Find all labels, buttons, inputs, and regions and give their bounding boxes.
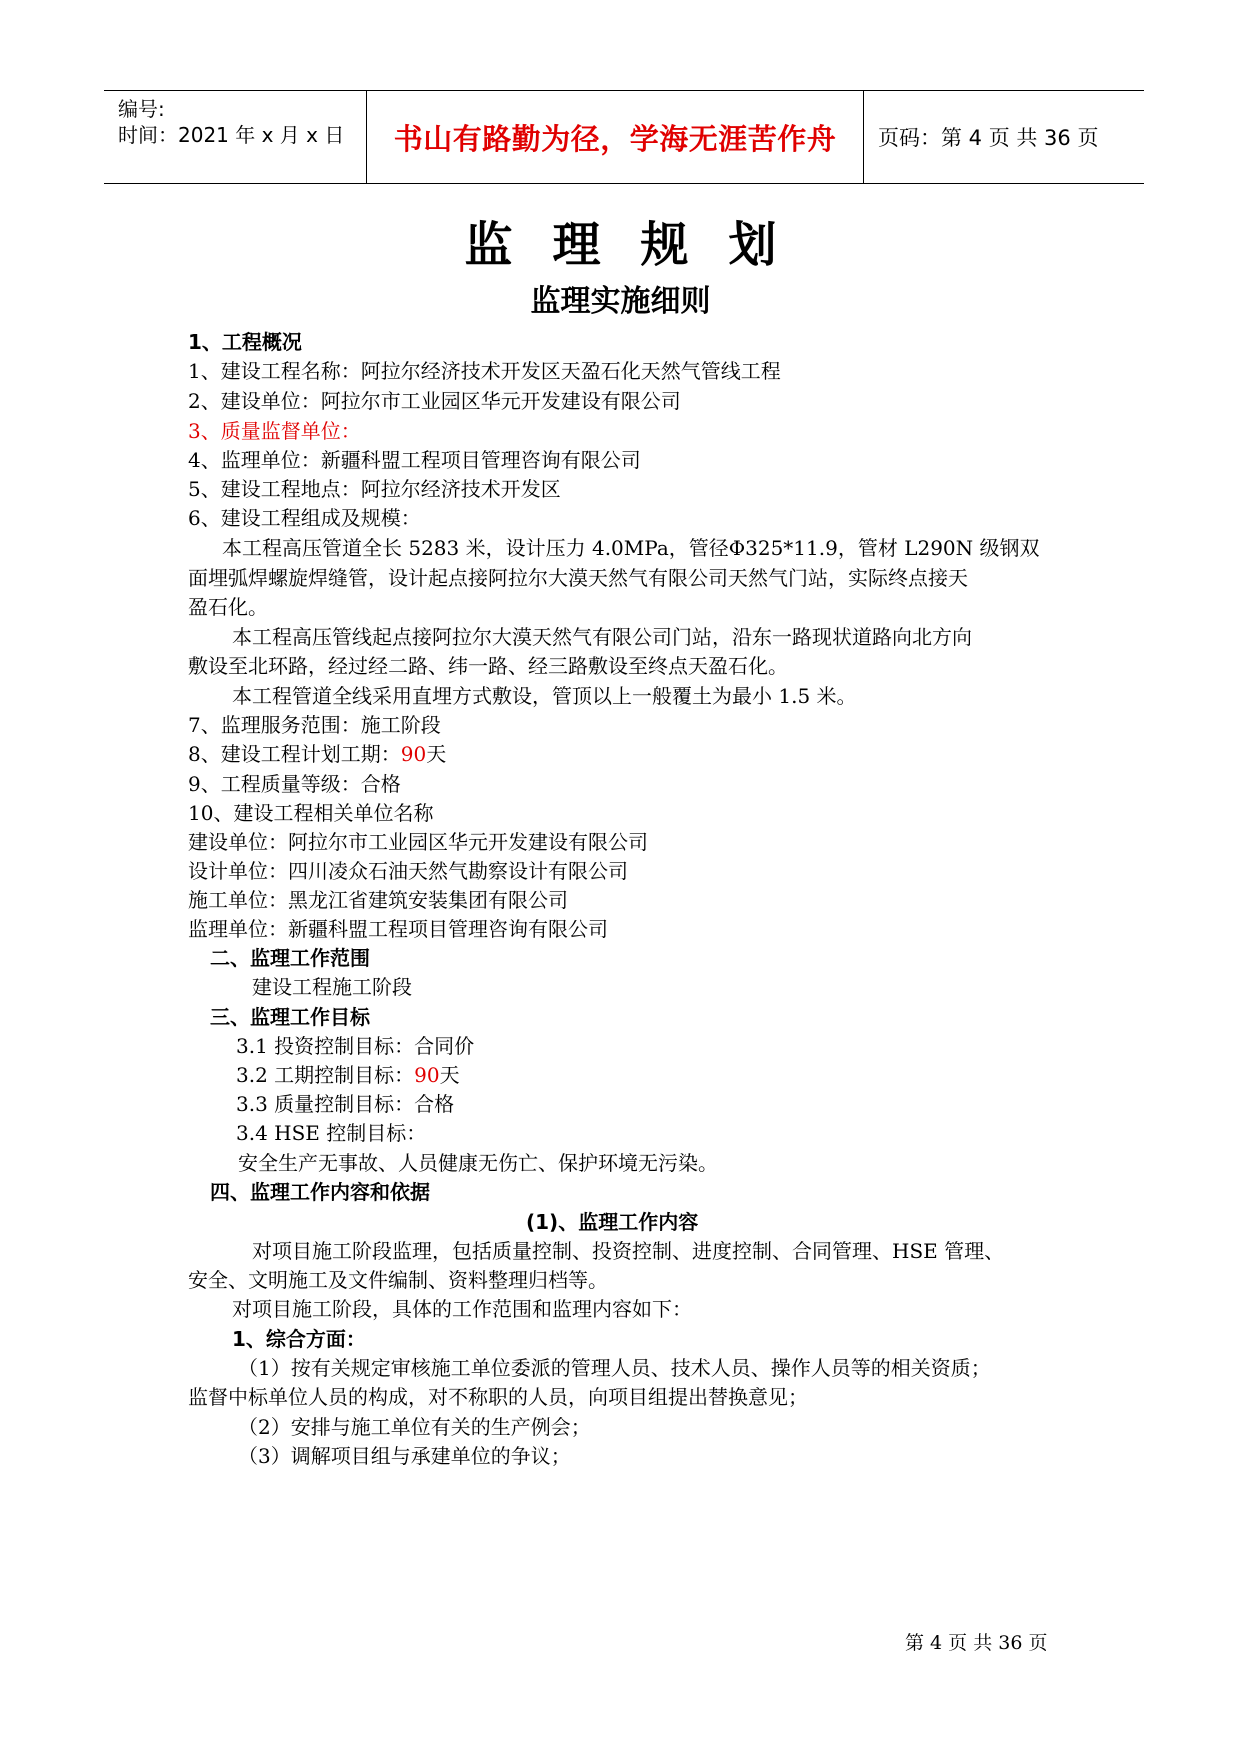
- document-time: 时间：2021 年 x 月 x 日: [118, 123, 345, 147]
- text-line: 4、监理单位：新疆科盟工程项目管理咨询有限公司: [188, 448, 641, 472]
- paragraph-line: 本工程高压管线起点接阿拉尔大漠天然气有限公司门站，沿东一路现状道路向北方向: [232, 625, 972, 649]
- text-line: 监理单位：新疆科盟工程项目管理咨询有限公司: [188, 917, 608, 941]
- paragraph-line: （2）安排与施工单位有关的生产例会；: [238, 1415, 591, 1439]
- header-left-cell: [104, 91, 367, 183]
- subsection-heading: (1)、监理工作内容: [526, 1210, 699, 1234]
- text-line: 2、建设单位：阿拉尔市工业园区华元开发建设有限公司: [188, 389, 681, 413]
- text-line: 1、建设工程名称：阿拉尔经济技术开发区天盈石化天然气管线工程: [188, 359, 781, 383]
- text-line: 3.4 HSE 控制目标：: [236, 1121, 427, 1145]
- paragraph-line: 本工程管道全线采用直埋方式敷设，管顶以上一般覆土为最小 1.5 米。: [232, 684, 857, 708]
- header-page-cell: [864, 91, 1144, 183]
- paragraph-line: 盈石化。: [188, 595, 268, 619]
- page-footer: 第 4 页 共 36 页: [905, 1632, 1048, 1654]
- text-line: 设计单位：四川凌众石油天然气勘察设计有限公司: [188, 859, 628, 883]
- duration-value: 90: [400, 742, 427, 766]
- text-line: [188, 741, 446, 767]
- text-line: 安全生产无事故、人员健康无伤亡、保护环境无污染。: [238, 1151, 718, 1175]
- paragraph-line: （3）调解项目组与承建单位的争议；: [238, 1444, 571, 1468]
- page-title: 监理规划: [464, 217, 817, 273]
- paragraph-line: 本工程高压管道全长 5283 米，设计压力 4.0MPa，管径Φ325*11.9，管材 L290N 级钢双: [222, 536, 1040, 560]
- text-line: 3.3 质量控制目标：合格: [236, 1092, 455, 1116]
- paragraph-line: 面埋弧焊螺旋焊缝管，设计起点接阿拉尔大漠天然气有限公司天然气门站，实际终点接天: [188, 566, 968, 590]
- header-table: [104, 90, 1144, 184]
- text-line: 建设工程施工阶段: [252, 975, 412, 999]
- text-line: [236, 1062, 460, 1088]
- paragraph-line: 敷设至北环路，经过经二路、纬一路、经三路敷设至终点天盈石化。: [188, 654, 788, 678]
- text-line: 10、建设工程相关单位名称: [188, 801, 434, 825]
- section-heading: 二、监理工作范围: [210, 946, 370, 970]
- header-page-info: 页码：第 4 页 共 36 页: [878, 126, 1099, 150]
- text-line: 9、工程质量等级：合格: [188, 772, 401, 796]
- document-number-label: 编号:: [118, 97, 165, 121]
- paragraph-line: 对项目施工阶段监理，包括质量控制、投资控制、进度控制、合同管理、HSE 管理、: [252, 1239, 1005, 1263]
- section-heading: 四、监理工作内容和依据: [210, 1180, 430, 1204]
- schedule-target-unit: 天: [439, 1063, 460, 1087]
- text-line: 3.1 投资控制目标：合同价: [236, 1034, 475, 1058]
- text-line: 7、监理服务范围：施工阶段: [188, 713, 441, 737]
- header-motto: 书山有路勤为径，学海无涯苦作舟: [393, 121, 837, 156]
- schedule-target-label: 3.2 工期控制目标：: [236, 1063, 415, 1087]
- paragraph-line: 安全、文明施工及文件编制、资料整理归档等。: [188, 1268, 608, 1292]
- text-line: 施工单位：黑龙江省建筑安装集团有限公司: [188, 888, 568, 912]
- text-line: 建设单位：阿拉尔市工业园区华元开发建设有限公司: [188, 830, 648, 854]
- paragraph-line: 对项目施工阶段，具体的工作范围和监理内容如下：: [232, 1297, 692, 1321]
- text-line: 6、建设工程组成及规模：: [188, 506, 421, 530]
- section-heading: 1、工程概况: [188, 330, 302, 354]
- paragraph-line: （1）按有关规定审核施工单位委派的管理人员、技术人员、操作人员等的相关资质；: [238, 1356, 991, 1380]
- section-heading: 三、监理工作目标: [210, 1005, 370, 1029]
- duration-label: 8、建设工程计划工期：: [188, 742, 401, 766]
- subsection-heading: 1、综合方面：: [232, 1327, 366, 1351]
- duration-unit: 天: [426, 742, 447, 766]
- header-motto-cell: [367, 91, 864, 183]
- text-line: 5、建设工程地点：阿拉尔经济技术开发区: [188, 477, 561, 501]
- schedule-target-value: 90: [414, 1063, 440, 1087]
- paragraph-line: 监督中标单位人员的构成，对不称职的人员，向项目组提出替换意见；: [188, 1385, 808, 1409]
- text-line: 3、质量监督单位：: [188, 419, 361, 443]
- page-subtitle: 监理实施细则: [530, 284, 711, 319]
